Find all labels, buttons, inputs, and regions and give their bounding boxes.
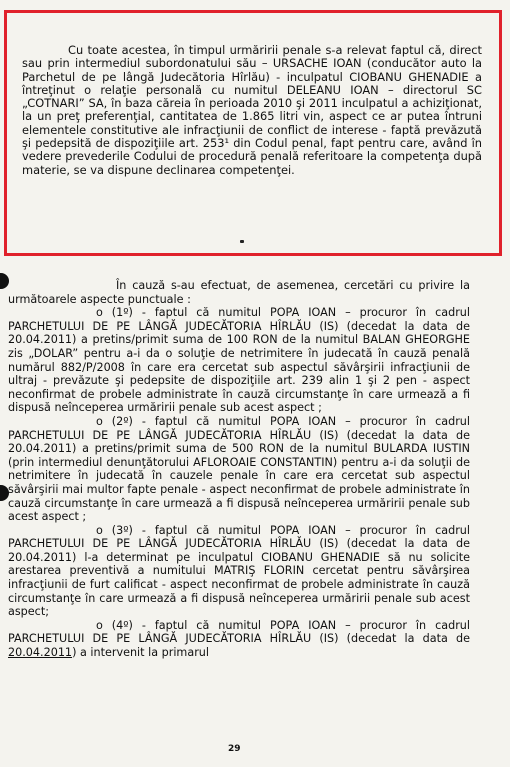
intro-paragraph: În cauză s-au efectuat, de asemenea, cercetări cu privire la următoarele aspecte punctuale :: [8, 279, 470, 306]
list-item: [8, 619, 470, 660]
list-item: o (3º) - faptul că numitul POPA IOAN – procuror în cadrul PARCHETULUI DE PE LÂNGĂ JUDECĂTORIA HÎRLĂU (IS) (decedat la data de 20.04.2011) l-a determinat pe inculpatul CIOBANU GHENADIE să nu solicite arestarea preventivă a numitului MATRIŞ FLORIN cercetat pentru săvârşirea infracţiunii de furt calificat - aspect neconfirmat de probele administrate în cauză circumstanţe în care urmează a fi dispusă neînceperea urmăririi penale sub acest aspect;: [8, 523, 470, 619]
underlined-date: 20.04.2011: [8, 646, 73, 660]
highlighted-paragraph: Cu toate acestea, în timpul urmăririi penale s-a relevat faptul că, direct sau prin intermediul subordonatului său – URSACHE IOAN (conducător auto la Parchetul de pe lângă Judecătoria Hîrlău) - inculpatul CIOBANU GHENADIE a întreţinut o relaţie personală cu numitul DELEANU IOAN – directorul SC „COTNARI” SA, în baza căreia în perioada 2010 şi 2011 inculpatul a achiziţionat, la un preţ preferenţial, cantitatea de 1.865 litri vin, aspect ce ar putea întruni elementele constitutive ale infracţiunii de conflict de interese - faptă prevăzută şi pedepsită de dispoziţiile art. 253¹ din Codul penal, fapt pentru care, având în vedere prevederile Codului de procedură penală referitoare la competenţa după materie, se va dispune declinarea competenţei.: [22, 43, 482, 177]
item-text: o (4º) - faptul că numitul POPA IOAN – procuror în cadrul PARCHETULUI DE PE LÂNGĂ JUDECĂTORIA HÎRLĂU (IS) (decedat la data de: [8, 618, 470, 646]
list-item: o (1º) - faptul că numitul POPA IOAN – procuror în cadrul PARCHETULUI DE PE LÂNGĂ JUDECĂTORIA HÎRLĂU (IS) (decedat la data de 20.04.2011) a pretins/primit suma de 100 RON de la numitul BALAN GHEORGHE zis „DOLAR” pentru a-i da o soluţie de netrimitere în judecată în cauză penală numărul 882/P/2008 în care era cercetat sub aspectul săvârşirii infracţiunii de ultraj - prevăzute şi pedepsite de dispoziţiile art. 239 alin 1 şi 2 pen - aspect neconfirmat de probele administrate în cauză circumstanţe în care urmează a fi dispusă neînceperea urmăririi penale sub acest aspect ;: [8, 306, 470, 415]
highlighted-section: [22, 44, 482, 177]
ink-dot: [240, 240, 244, 243]
body-text: [8, 279, 470, 660]
page-number: 29: [228, 744, 241, 754]
list-item: o (2º) - faptul că numitul POPA IOAN – procuror în cadrul PARCHETULUI DE PE LÂNGĂ JUDECĂTORIA HÎRLĂU (IS) (decedat la data de 20.04.2011) a pretins/primit suma de 500 RON de la numitul BULARDA IUSTIN (prin intermediul denunţătorului AFLOROAIE CONSTANTIN) pentru a-i da soluţii de netrimitere în judecată în cauzele penale în care era cercetat sub aspectul săvârşirii mai multor fapte penale - aspect neconfirmat de probele administrate în cauză circumstanţe în care urmează a fi dispusă neînceperea urmăririi penale sub acest aspect ;: [8, 414, 470, 524]
item-text: ) a intervenit la primarul: [72, 646, 209, 660]
